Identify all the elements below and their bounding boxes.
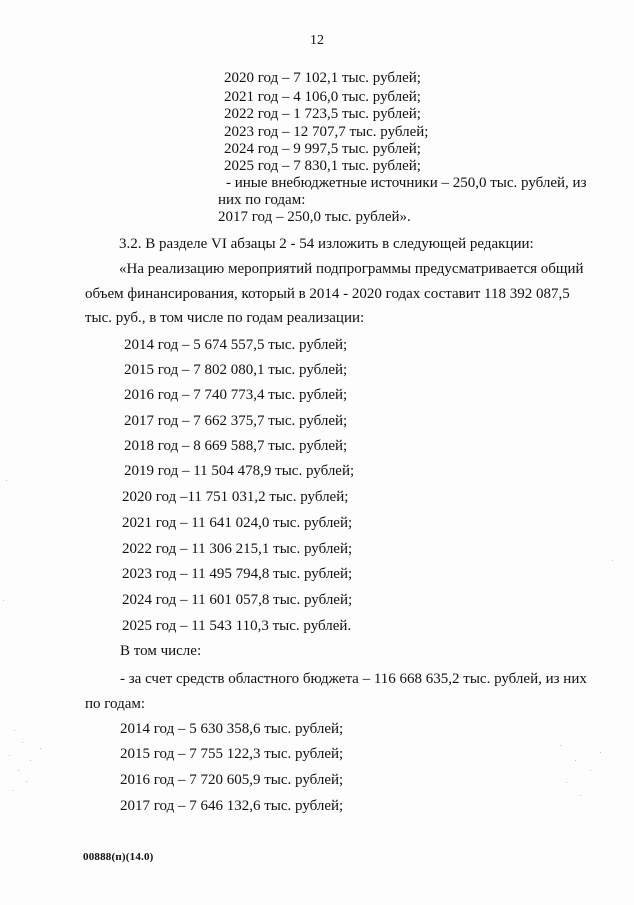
year-line: 2024 год – 11 601 057,8 тыс. рублей; xyxy=(122,592,353,608)
extra-sources-line: - иные внебюджетные источники – 250,0 тыс. рублей, из xyxy=(226,175,587,191)
paragraph-line: объем финансирования, который в 2014 - 2020 годах составит 118 392 087,5 xyxy=(85,286,570,302)
regional-year-line: 2015 год – 7 755 122,3 тыс. рублей; xyxy=(120,746,344,762)
year-line: 2021 год – 11 641 024,0 тыс. рублей; xyxy=(122,515,353,531)
year-line: 2019 год – 11 504 478,9 тыс. рублей; xyxy=(124,463,355,479)
year-line: 2023 год – 12 707,7 тыс. рублей; xyxy=(224,124,429,140)
paragraph-line: тыс. руб., в том числе по годам реализации: xyxy=(85,310,365,326)
year-line: 2022 год – 11 306 215,1 тыс. рублей; xyxy=(122,541,353,557)
year-line: 2017 год – 7 662 375,7 тыс. рублей; xyxy=(124,413,348,429)
year-line: 2021 год – 4 106,0 тыс. рублей; xyxy=(224,89,421,105)
year-line: 2024 год – 9 997,5 тыс. рублей; xyxy=(224,141,421,157)
page-number: 12 xyxy=(310,33,324,48)
regional-budget-line: - за счет средств областного бюджета – 116 668 635,2 тыс. рублей, из них xyxy=(120,671,587,687)
extra-year-line: 2017 год – 250,0 тыс. рублей». xyxy=(218,209,411,225)
year-line: 2022 год – 1 723,5 тыс. рублей; xyxy=(224,106,421,122)
year-line: 2020 год –11 751 031,2 тыс. рублей; xyxy=(122,489,349,505)
paragraph-line: «На реализацию мероприятий подпрограммы предусматривается общий xyxy=(119,261,584,277)
year-line: 2020 год – 7 102,1 тыс. рублей; xyxy=(224,70,421,86)
extra-sources-line-2: них по годам: xyxy=(218,192,306,208)
year-line: 2025 год – 11 543 110,3 тыс. рублей. xyxy=(122,618,352,634)
year-line: 2016 год – 7 740 773,4 тыс. рублей; xyxy=(124,387,348,403)
section-heading: 3.2. В разделе VI абзацы 2 - 54 изложить в следующей редакции: xyxy=(119,236,534,252)
regional-budget-line-2: по годам: xyxy=(85,696,146,712)
year-line: 2018 год – 8 669 588,7 тыс. рублей; xyxy=(124,438,348,454)
regional-year-line: 2016 год – 7 720 605,9 тыс. рублей; xyxy=(120,772,344,788)
year-line: 2025 год – 7 830,1 тыс. рублей; xyxy=(224,158,421,174)
year-line: 2014 год – 5 674 557,5 тыс. рублей; xyxy=(124,337,348,353)
footer-code: 00888(п)(14.0) xyxy=(83,851,154,863)
year-line: 2015 год – 7 802 080,1 тыс. рублей; xyxy=(124,362,348,378)
regional-year-line: 2014 год – 5 630 358,6 тыс. рублей; xyxy=(120,721,344,737)
year-line: 2023 год – 11 495 794,8 тыс. рублей; xyxy=(122,566,353,582)
including-label: В том числе: xyxy=(120,643,202,659)
regional-year-line: 2017 год – 7 646 132,6 тыс. рублей; xyxy=(120,798,344,814)
